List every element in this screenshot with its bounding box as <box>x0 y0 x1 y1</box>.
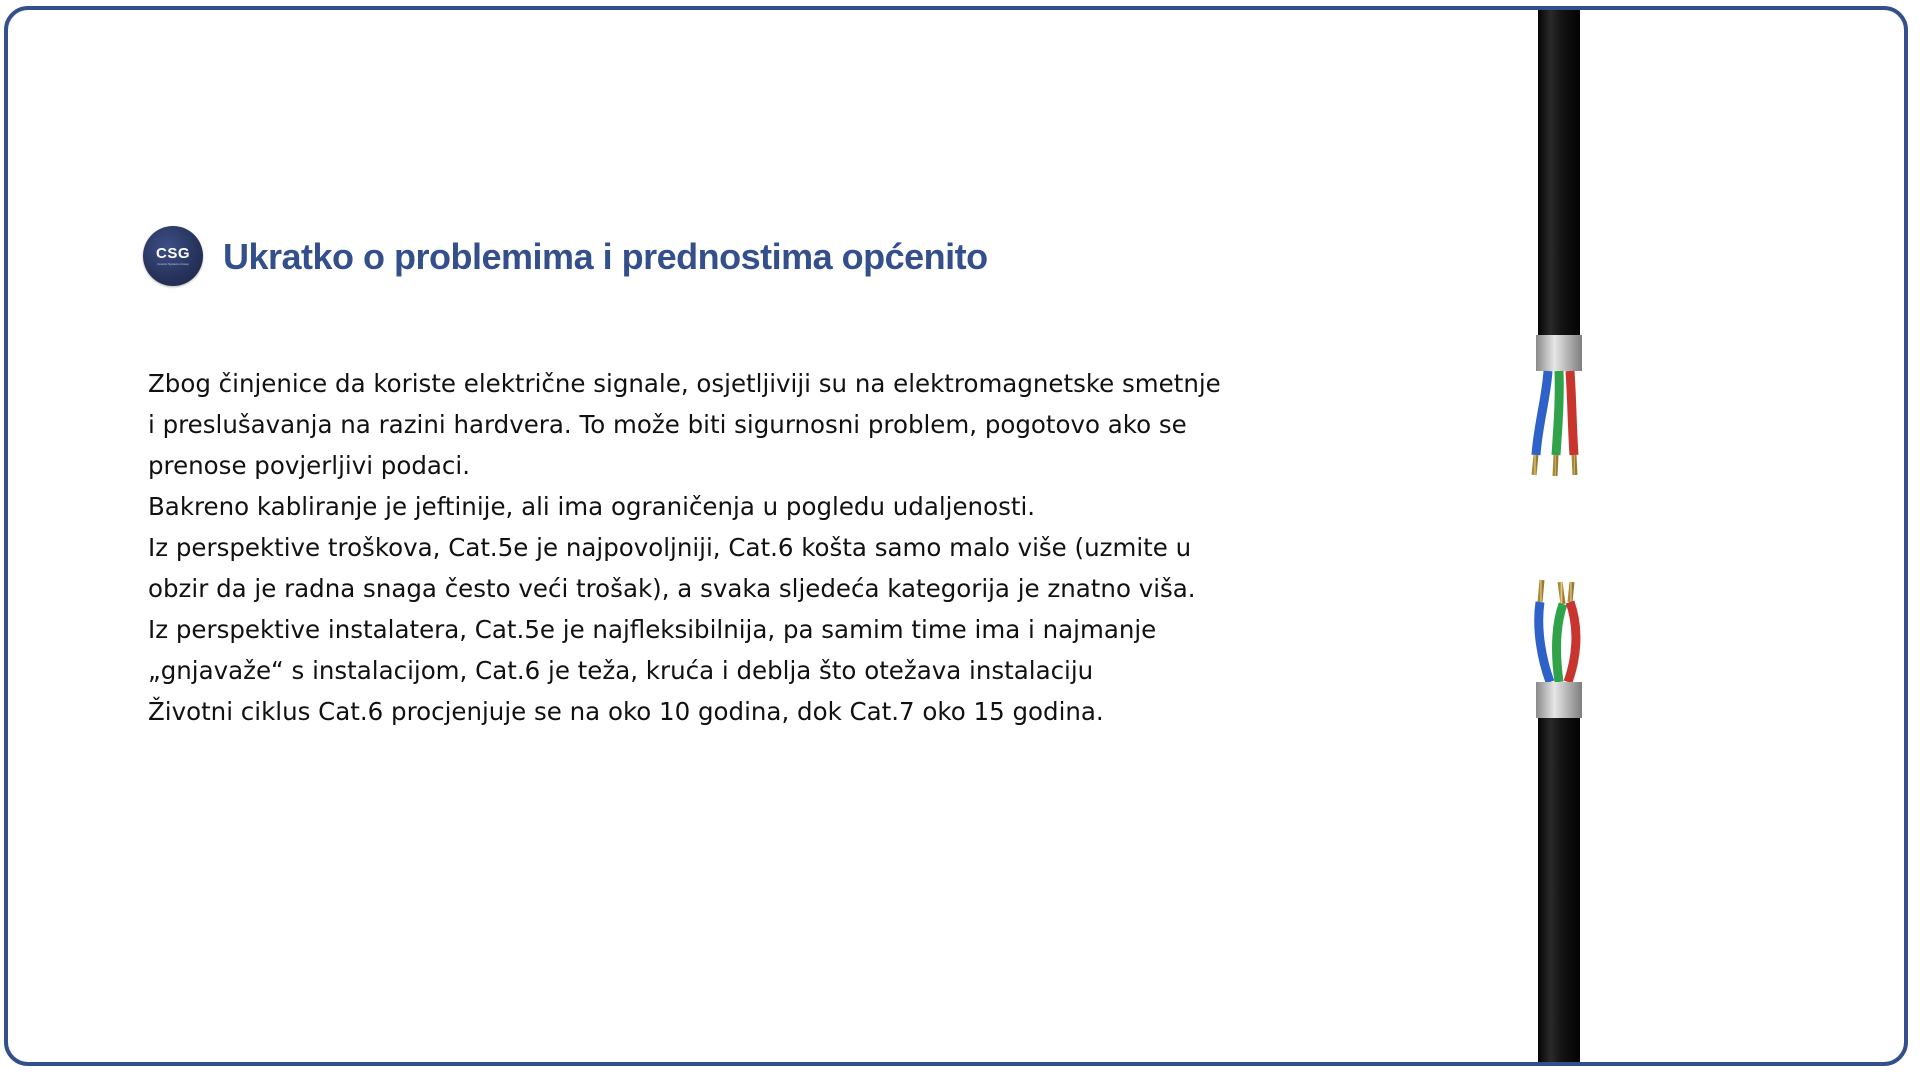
top-tip-blue <box>1534 455 1536 475</box>
top-wire-red <box>1570 371 1574 455</box>
bottom-wire-green <box>1556 604 1563 682</box>
top-wire-green <box>1556 371 1559 455</box>
top-cable-jacket <box>1538 10 1580 335</box>
page-title: Ukratko o problemima i prednostima općenito <box>223 236 988 277</box>
cut-copper-cable-illustration <box>1498 10 1628 1066</box>
top-tip-green <box>1555 455 1556 476</box>
top-cable-shield <box>1536 335 1582 371</box>
bottom-cable-jacket <box>1538 718 1580 1066</box>
logo-subtext: Cosmic Systems Group <box>157 262 189 266</box>
bottom-tip-red <box>1570 582 1572 602</box>
logo-text: CSG <box>155 245 190 262</box>
bottom-wire-red <box>1568 602 1576 682</box>
bottom-wire-blue <box>1539 602 1550 682</box>
bottom-tip-green <box>1560 582 1563 604</box>
paragraph-emi: Zbog činjenice da koriste električne signale, osjetljiviji su na elektromagnetske smetnje i preslušavanja na razini hardvera. To može biti sigurnosni problem, pogotovo ako se prenose povjerljivi podaci. <box>148 369 1221 480</box>
paragraph-copper-cost: Bakreno kabliranje je jeftinije, ali ima ograničenja u pogledu udaljenosti. <box>148 492 1036 521</box>
paragraph-lifecycle: Životni ciklus Cat.6 procjenjuje se na oko 10 godina, dok Cat.7 oko 15 godina. <box>148 697 1104 726</box>
slide <box>4 6 1908 1066</box>
bottom-cable-shield <box>1536 682 1582 718</box>
top-tip-red <box>1574 455 1575 475</box>
paragraph-installer-perspective: Iz perspektive instalatera, Cat.5e je najfleksibilnija, pa samim time ima i najmanje „gnjavaže“ s instalacijom, Cat.6 je teža, kruća i deblja što otežava instalaciju <box>148 615 1157 685</box>
paragraph-cost-perspective: Iz perspektive troškova, Cat.5e je najpovoljniji, Cat.6 košta samo malo više (uzmite u obzir da je radna snaga često veći trošak), a svaka sljedeća kategorija je znatno viša. <box>148 533 1196 603</box>
csg-logo-icon <box>143 226 203 286</box>
bottom-tip-blue <box>1540 580 1542 602</box>
body-text <box>148 363 1228 732</box>
top-wire-blue <box>1536 371 1548 455</box>
